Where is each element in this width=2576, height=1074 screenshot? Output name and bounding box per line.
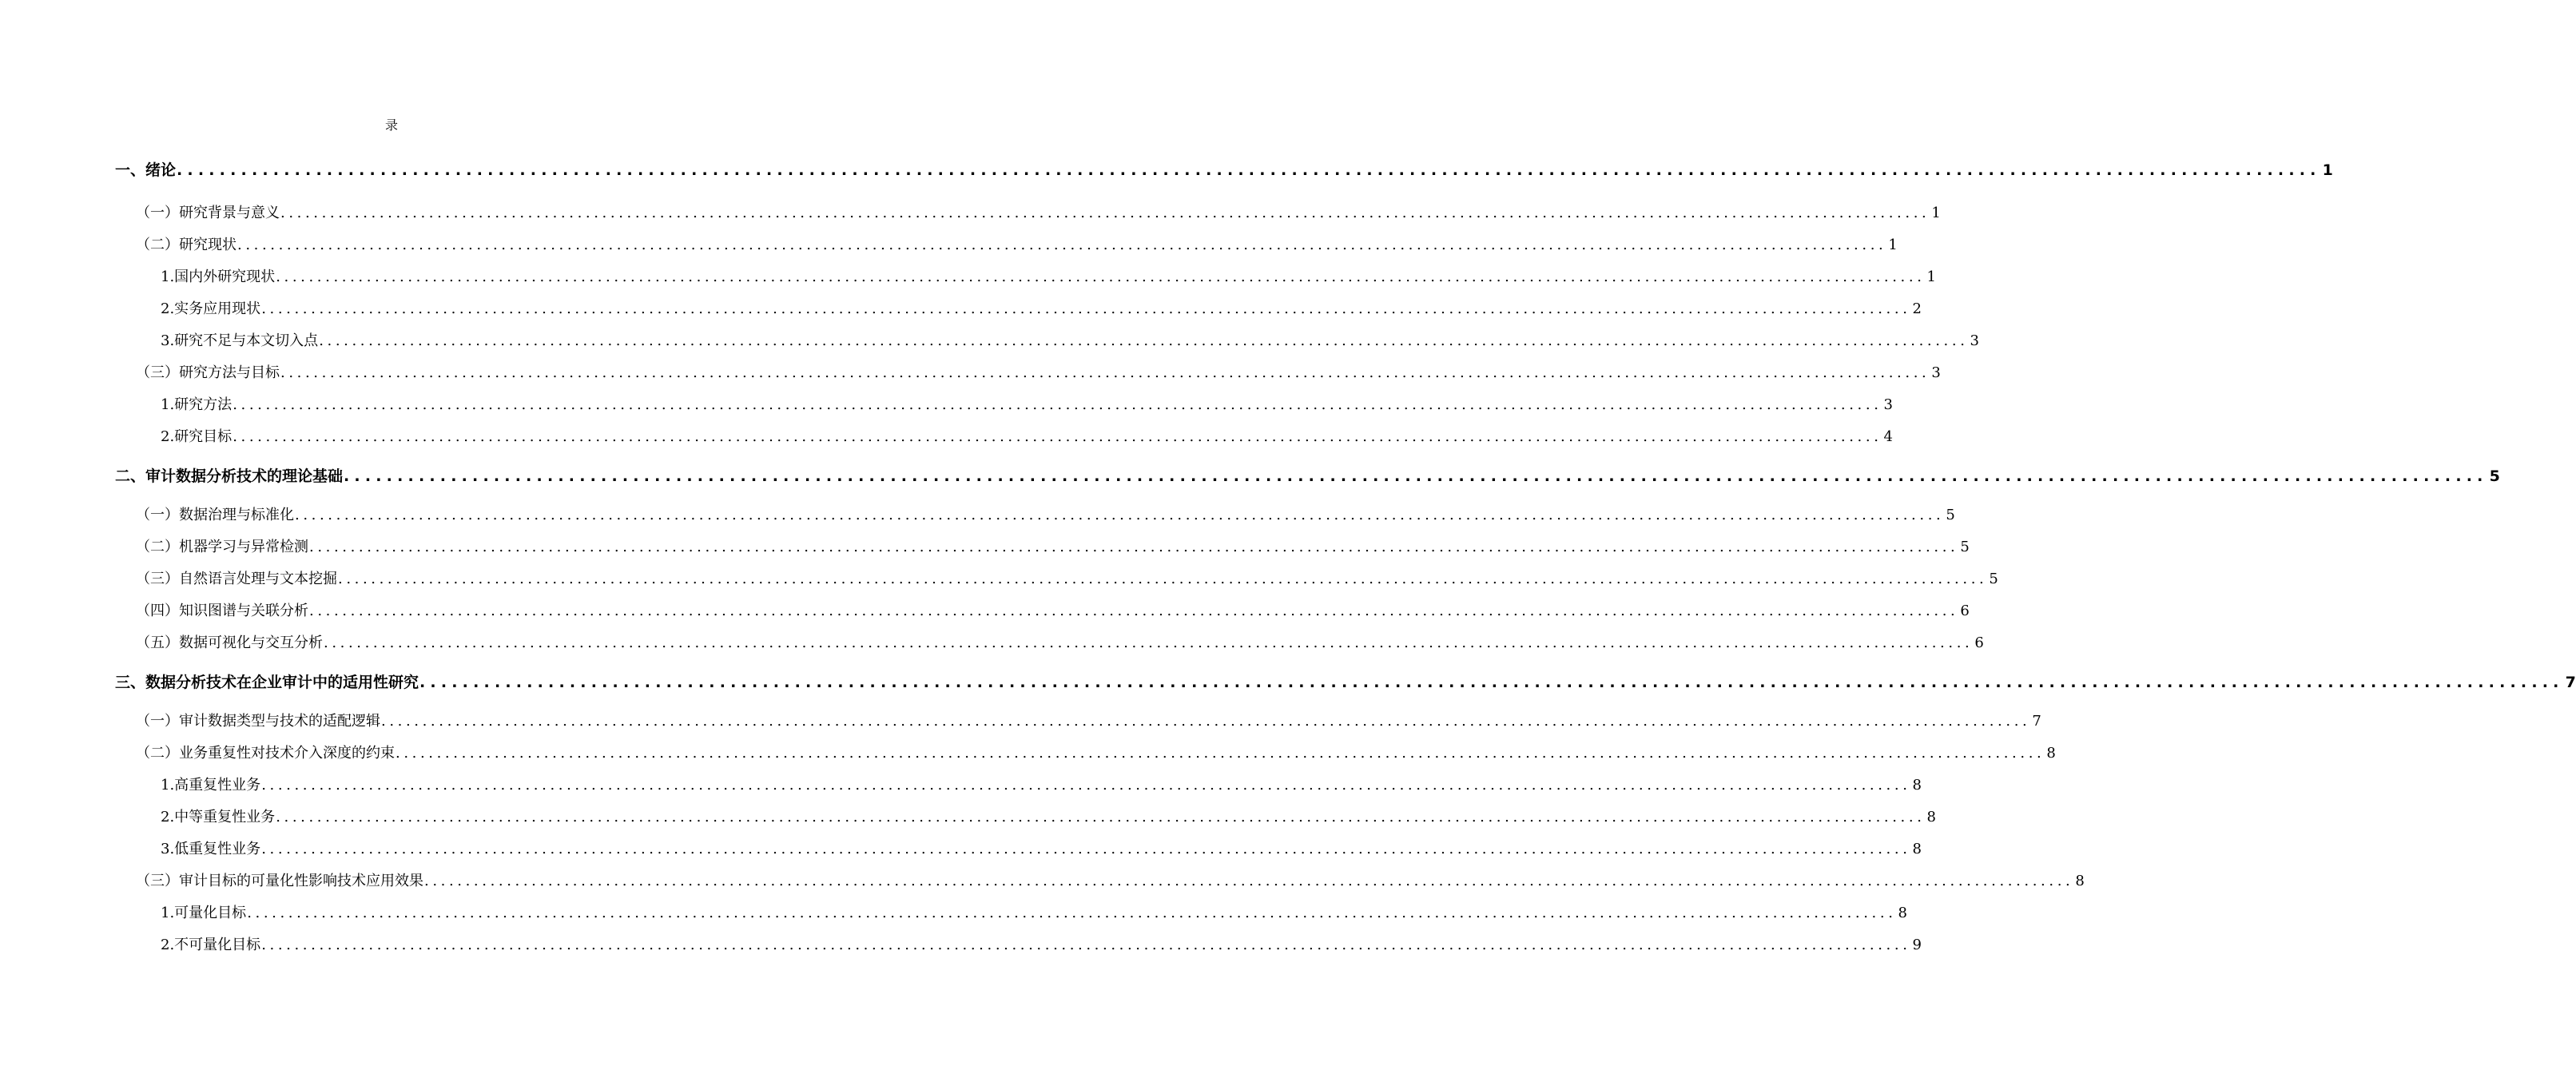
toc-leader-dots: ........................................................................................................................................................................................................ xyxy=(237,237,1887,253)
toc-leader-dots: ........................................................................................................................................................................................................ xyxy=(280,205,1930,221)
toc-entry-label: 2.中等重复性业务 xyxy=(161,809,276,825)
toc-entry[interactable] xyxy=(136,599,1970,623)
toc-leader-dots: ........................................................................................................................................................................................................ xyxy=(261,841,1911,857)
toc-entry-page-number: 7 xyxy=(2032,713,2041,730)
toc-entry[interactable] xyxy=(115,670,2576,694)
toc-entry-page-number: 8 xyxy=(1926,809,1936,825)
toc-entry[interactable] xyxy=(161,774,1922,798)
toc-entry-page-number: 5 xyxy=(1946,507,1955,523)
toc-leader-dots: ........................................................................................................................................................................................................ xyxy=(338,571,1988,587)
toc-entry-page-number: 1 xyxy=(2322,161,2333,179)
toc-entry-page-number: 8 xyxy=(1898,905,1907,921)
toc-entry[interactable] xyxy=(115,158,2333,182)
toc-leader-dots: ........................................................................................................................................................................................................ xyxy=(309,539,1959,555)
toc-entry-page-number: 8 xyxy=(1912,777,1922,794)
toc-entry-page-number: 5 xyxy=(2489,467,2500,485)
toc-leader-dots: ........................................................................................................................................................................................................ xyxy=(261,300,1911,317)
toc-entry-label: 2.实务应用现状 xyxy=(161,300,261,317)
toc-entry-page-number: 5 xyxy=(1960,539,1970,555)
toc-leader-dots: ........................................................................................................................................................................................................ xyxy=(419,674,2564,691)
toc-entry[interactable] xyxy=(161,933,1922,957)
toc-leader-dots: ........................................................................................................................................................................................................ xyxy=(295,507,1945,523)
toc-entry-label: （四）知识图谱与关联分析 xyxy=(136,603,308,619)
toc-entry-label: （二）业务重复性对技术介入深度的约束 xyxy=(136,745,395,762)
toc-entry-page-number: 7 xyxy=(2565,674,2576,691)
toc-entry-page-number: 9 xyxy=(1912,937,1922,953)
toc-entry[interactable] xyxy=(136,869,2085,893)
toc-entry-page-number: 8 xyxy=(2075,873,2085,889)
toc-entry-label: 3.低重复性业务 xyxy=(161,841,261,857)
toc-entry[interactable] xyxy=(136,631,1984,655)
toc-entry-page-number: 1 xyxy=(1888,237,1898,253)
toc-entry-label: 1.高重复性业务 xyxy=(161,777,261,794)
toc-entry[interactable] xyxy=(161,901,1907,925)
toc-entry-label: （二）机器学习与异常检测 xyxy=(136,539,308,555)
toc-entry-label: 1.可量化目标 xyxy=(161,905,247,921)
toc-entry[interactable] xyxy=(136,567,1998,591)
toc-leader-dots: ........................................................................................................................................................................................................ xyxy=(424,873,2074,889)
toc-entry[interactable] xyxy=(161,329,1979,353)
toc-leader-dots: ........................................................................................................................................................................................................ xyxy=(261,937,1911,953)
toc-leader-dots: ........................................................................................................................................................................................................ xyxy=(261,777,1911,794)
toc-entry-page-number: 8 xyxy=(1912,841,1922,857)
toc-entry-page-number: 3 xyxy=(1970,332,1979,349)
toc-entry[interactable] xyxy=(136,535,1970,559)
toc-entry[interactable] xyxy=(136,503,1955,527)
toc-leader-dots: ........................................................................................................................................................................................................ xyxy=(233,428,1882,445)
toc-entry[interactable] xyxy=(136,233,1898,257)
toc-leader-dots: ........................................................................................................................................................................................................ xyxy=(233,396,1882,413)
toc-entry[interactable] xyxy=(115,464,2500,488)
toc-entry-page-number: 6 xyxy=(1974,634,1984,651)
toc-leader-dots: ........................................................................................................................................................................................................ xyxy=(396,745,2045,762)
toc-entry[interactable] xyxy=(161,297,1922,321)
toc-entry-page-number: 1 xyxy=(1926,268,1936,285)
toc-entry-label: 1.国内外研究现状 xyxy=(161,268,276,285)
toc-entry-label: 二、审计数据分析技术的理论基础 xyxy=(115,467,344,485)
toc-entry[interactable] xyxy=(136,742,2056,766)
toc-leader-dots: ........................................................................................................................................................................................................ xyxy=(381,713,2031,730)
toc-entry-page-number: 3 xyxy=(1883,396,1893,413)
toc-leader-dots: ........................................................................................................................................................................................................ xyxy=(324,634,1974,651)
toc-entry-label: （三）自然语言处理与文本挖掘 xyxy=(136,571,337,587)
toc-entry-page-number: 6 xyxy=(1960,603,1970,619)
toc-entry-page-number: 8 xyxy=(2046,745,2056,762)
toc-entry[interactable] xyxy=(161,806,1936,829)
toc-title: 录 xyxy=(384,117,398,133)
toc-entry-label: （三）研究方法与目标 xyxy=(136,364,280,381)
toc-entry-label: 三、数据分析技术在企业审计中的适用性研究 xyxy=(115,674,419,691)
toc-leader-dots: ........................................................................................................................................................................................................ xyxy=(247,905,1897,921)
toc-entry[interactable] xyxy=(136,710,2041,734)
toc-entry[interactable] xyxy=(161,393,1893,417)
toc-entry-label: （一）审计数据类型与技术的适配逻辑 xyxy=(136,713,380,730)
toc-leader-dots: ........................................................................................................................................................................................................ xyxy=(309,603,1959,619)
toc-entry[interactable] xyxy=(161,837,1922,861)
toc-leader-dots: ........................................................................................................................................................................................................ xyxy=(280,364,1930,381)
toc-leader-dots: ........................................................................................................................................................................................................ xyxy=(319,332,1969,349)
toc-entry-label: 一、绪论 xyxy=(115,161,177,179)
toc-entry-label: 2.研究目标 xyxy=(161,428,233,445)
toc-entry-label: （三）审计目标的可量化性影响技术应用效果 xyxy=(136,873,423,889)
toc-leader-dots: ........................................................................................................................................................................................................ xyxy=(177,161,2321,179)
toc-entry[interactable] xyxy=(161,425,1893,449)
toc-entry-label: 3.研究不足与本文切入点 xyxy=(161,332,319,349)
toc-entry-label: 2.不可量化目标 xyxy=(161,937,261,953)
toc-entry-page-number: 2 xyxy=(1912,300,1922,317)
toc-leader-dots: ........................................................................................................................................................................................................ xyxy=(276,268,1926,285)
toc-entry[interactable] xyxy=(161,265,1936,289)
toc-entry[interactable] xyxy=(136,201,1941,225)
toc-entry-label: （一）数据治理与标准化 xyxy=(136,507,294,523)
toc-entry-page-number: 3 xyxy=(1931,364,1941,381)
toc-entry-page-number: 4 xyxy=(1883,428,1893,445)
toc-entry-label: 1.研究方法 xyxy=(161,396,233,413)
toc-entry-page-number: 5 xyxy=(1989,571,1998,587)
toc-leader-dots: ........................................................................................................................................................................................................ xyxy=(344,467,2488,485)
toc-entry[interactable] xyxy=(136,361,1941,385)
toc-entry-label: （一）研究背景与意义 xyxy=(136,205,280,221)
toc-leader-dots: ........................................................................................................................................................................................................ xyxy=(276,809,1926,825)
toc-entry-page-number: 1 xyxy=(1931,205,1941,221)
toc-entry-label: （二）研究现状 xyxy=(136,237,237,253)
toc-entry-label: （五）数据可视化与交互分析 xyxy=(136,634,323,651)
